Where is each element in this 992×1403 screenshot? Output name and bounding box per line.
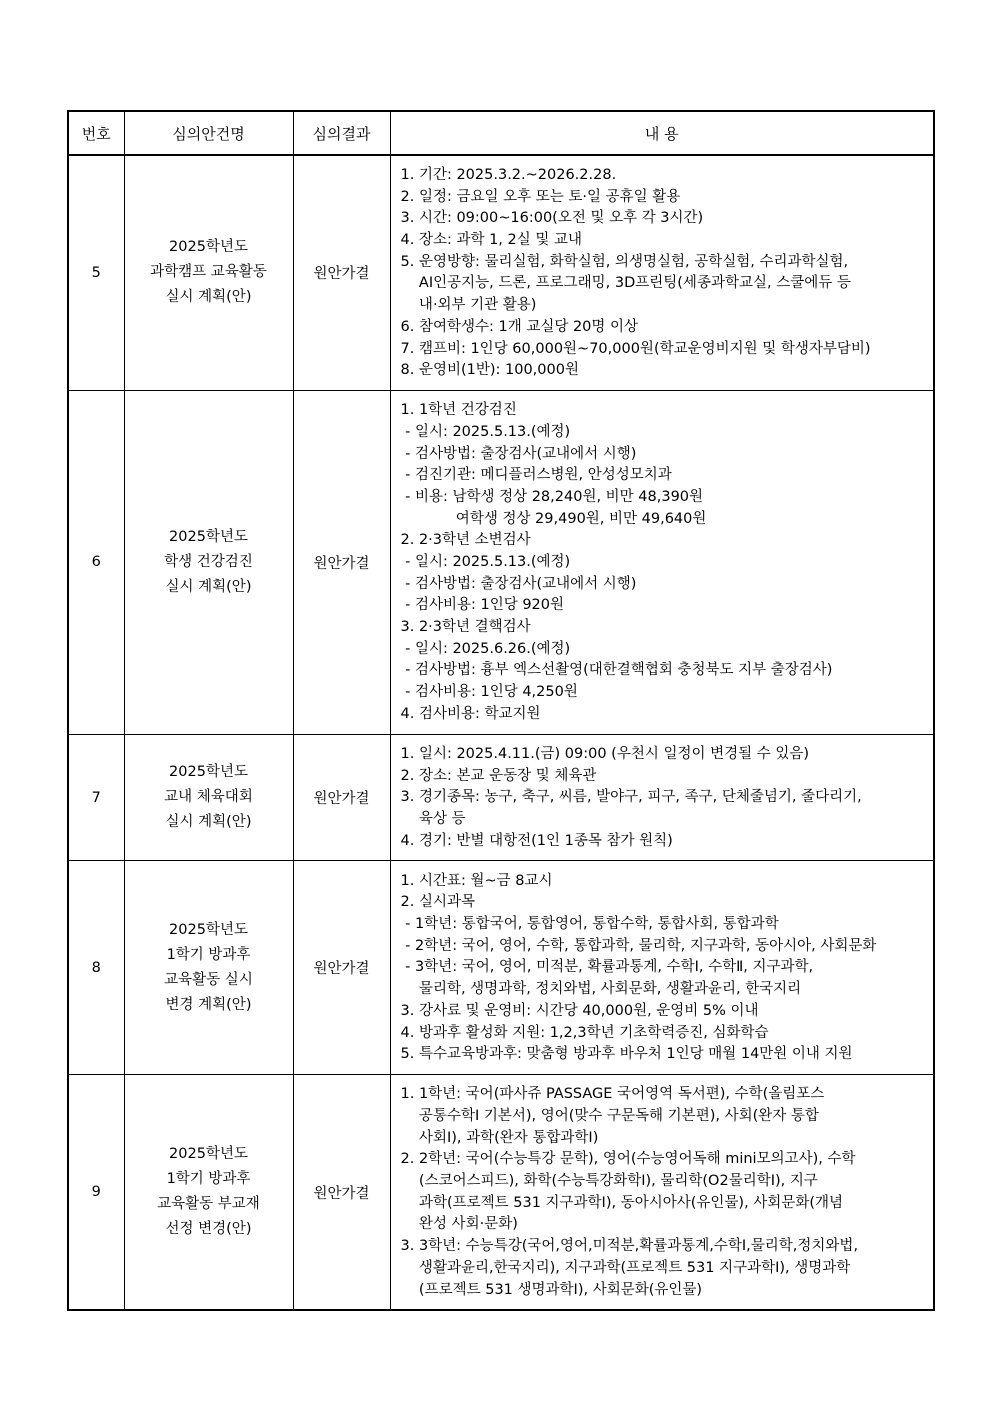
content-line: - 검사방법: 흉부 엑스선촬영(대한결핵협회 충청북도 지부 출장검사)	[400, 662, 833, 679]
header-title: 심의안건명	[124, 111, 293, 155]
content-line: - 비용: 남학생 정상 28,240원, 비만 48,390원	[400, 488, 704, 505]
title-line: 선정 변경(안)	[165, 1221, 252, 1238]
content-line: 여학생 정상 29,490원, 비만 49,640원	[400, 510, 707, 527]
content-line: - 검사방법: 출장검사(교내에서 시행)	[400, 575, 637, 592]
content-line: 4. 장소: 과학 1, 2실 및 교내	[400, 232, 582, 249]
content-line: 3. 3학년: 수능특강(국어,영어,미적분,확률과통계,수학Ⅰ,물리학,정치와법,	[400, 1238, 859, 1255]
content-line: 완성 사회·문화)	[400, 1216, 518, 1233]
title-line: 교육활동 부교재	[157, 1196, 260, 1213]
header-row	[68, 111, 934, 155]
content-line: 2. 일정: 금요일 오후 또는 토·일 공휴일 활용	[400, 188, 681, 205]
table-row	[68, 155, 934, 390]
title-line: 학생 건강검진	[164, 553, 253, 570]
content-line: 2. 2·3학년 소변검사	[400, 532, 531, 549]
row-title	[124, 1075, 293, 1310]
content-line: 육상 등	[400, 810, 466, 827]
header-content: 내 용	[390, 111, 934, 155]
content-line: - 검사방법: 출장검사(교내에서 시행)	[400, 445, 637, 462]
content-line: 1. 일시: 2025.4.11.(금) 09:00 (우천시 일정이 변경될 수 있음)	[400, 745, 810, 762]
table-row	[68, 1075, 934, 1310]
title-line: 실시 계획(안)	[165, 578, 252, 595]
title-line: 2025학년도	[169, 1146, 248, 1163]
header-number: 번호	[68, 111, 124, 155]
content-line: 공통수학Ⅰ 기본서), 영어(맞수 구문독해 기본편), 사회(완자 통합	[400, 1108, 819, 1124]
content-line: - 일시: 2025.5.13.(예정)	[400, 423, 571, 440]
content-line: 1. 시간표: 월~금 8교시	[400, 872, 553, 889]
title-line: 1학기 방과후	[166, 946, 251, 963]
row-result: 원안가결	[293, 390, 390, 734]
content-line: - 1학년: 통합국어, 통합영어, 통합수학, 통합사회, 통합과학	[400, 916, 779, 933]
table-row	[68, 390, 934, 734]
row-number: 5	[68, 155, 124, 390]
row-number: 7	[68, 734, 124, 860]
table-row	[68, 734, 934, 860]
row-title	[124, 155, 293, 390]
content-line: 3. 시간: 09:00~16:00(오전 및 오후 각 3시간)	[400, 210, 704, 227]
content-line: - 2학년: 국어, 영어, 수학, 통합과학, 물리학, 지구과학, 동아시아, 사회문화	[400, 937, 877, 954]
content-line: 4. 경기: 반별 대항전(1인 1종목 참가 원칙)	[400, 832, 673, 849]
content-line: 8. 운영비(1반): 100,000원	[400, 362, 579, 379]
row-content	[390, 155, 934, 390]
row-title	[124, 734, 293, 860]
content-line: (프로젝트 531 생명과학Ⅰ), 사회문화(유인물)	[400, 1281, 703, 1298]
content-line: 5. 운영방향: 물리실험, 화학실험, 의생명실험, 공학실험, 수리과학실험,	[400, 253, 849, 270]
content-line: 3. 강사료 및 운영비: 시간당 40,000원, 운영비 5% 이내	[400, 1002, 759, 1019]
content-line: 3. 2·3학년 결핵검사	[400, 619, 531, 636]
row-content	[390, 734, 934, 860]
row-result: 원안가결	[293, 155, 390, 390]
content-line: - 일시: 2025.5.13.(예정)	[400, 554, 571, 571]
row-result: 원안가결	[293, 1075, 390, 1310]
row-content	[390, 861, 934, 1075]
content-line: 4. 검사비용: 학교지원	[400, 705, 541, 722]
content-line: 1. 1학년: 국어(파사쥬 PASSAGE 국어영역 독서편), 수학(올림포스	[400, 1086, 825, 1103]
row-result: 원안가결	[293, 861, 390, 1075]
content-line: - 검진기관: 메디플러스병원, 안성성모치과	[400, 467, 672, 484]
content-line: 7. 캠프비: 1인당 60,000원~70,000원(학교운영비지원 및 학생자부담비)	[400, 340, 871, 357]
row-title	[124, 861, 293, 1075]
content-line: 과학(프로젝트 531 지구과학Ⅰ), 동아시아사(유인물), 사회문화(개념	[400, 1194, 843, 1211]
content-line: 1. 1학년 건강검진	[400, 402, 517, 419]
content-line: 2. 실시과목	[400, 894, 475, 911]
content-line: 6. 참여학생수: 1개 교실당 20명 이상	[400, 318, 639, 335]
title-line: 1학기 방과후	[166, 1171, 251, 1188]
title-line: 2025학년도	[169, 764, 248, 781]
row-content	[390, 390, 934, 734]
row-number: 9	[68, 1075, 124, 1310]
row-number: 8	[68, 861, 124, 1075]
table-row	[68, 861, 934, 1075]
content-line: - 검사비용: 1인당 4,250원	[400, 684, 578, 701]
header-result: 심의결과	[293, 111, 390, 155]
title-line: 변경 계획(안)	[165, 996, 252, 1013]
content-line: (스코어스피드), 화학(수능특강화학Ⅰ), 물리학(O2물리학Ⅰ), 지구	[400, 1173, 818, 1190]
content-line: - 일시: 2025.6.26.(예정)	[400, 640, 571, 657]
title-line: 2025학년도	[169, 921, 248, 938]
title-line: 교내 체육대회	[164, 789, 253, 806]
row-content	[390, 1075, 934, 1310]
title-line: 교육활동 실시	[164, 971, 253, 988]
row-number: 6	[68, 390, 124, 734]
content-line: 1. 기간: 2025.3.2.~2026.2.28.	[400, 167, 617, 183]
agenda-table	[67, 110, 935, 1311]
title-line: 2025학년도	[169, 528, 248, 545]
content-line: 5. 특수교육방과후: 맞춤형 방과후 바우처 1인당 매월 14만원 이내 지원	[400, 1046, 853, 1063]
title-line: 과학캠프 교육활동	[150, 264, 267, 281]
content-line: 생활과윤리,한국지리), 지구과학(프로젝트 531 지구과학Ⅰ), 생명과학	[400, 1259, 851, 1276]
content-line: 4. 방과후 활성화 지원: 1,2,3학년 기초학력증진, 심화학습	[400, 1024, 769, 1041]
content-line: 사회Ⅰ), 과학(완자 통합과학Ⅰ)	[400, 1129, 599, 1146]
content-line: - 3학년: 국어, 영어, 미적분, 확률과통계, 수학Ⅰ, 수학Ⅱ, 지구과학,	[400, 959, 814, 976]
content-line: 내·외부 기관 활용)	[400, 297, 537, 314]
content-line: 3. 경기종목: 농구, 축구, 씨름, 발야구, 피구, 족구, 단체줄넘기, 줄다리기,	[400, 789, 862, 806]
content-line: AI인공지능, 드론, 프로그래밍, 3D프린팅(세종과학교실, 스쿨에듀 등	[400, 275, 851, 292]
content-line: 물리학, 생명과학, 정치와법, 사회문화, 생활과윤리, 한국지리	[400, 981, 802, 998]
title-line: 2025학년도	[169, 239, 248, 256]
title-line: 실시 계획(안)	[165, 814, 252, 831]
row-result: 원안가결	[293, 734, 390, 860]
content-line: 2. 장소: 본교 운동장 및 체육관	[400, 767, 597, 784]
row-title	[124, 390, 293, 734]
title-line: 실시 계획(안)	[165, 289, 252, 306]
content-line: 2. 2학년: 국어(수능특강 문학), 영어(수능영어독해 mini모의고사), 수학	[400, 1151, 856, 1168]
content-line: - 검사비용: 1인당 920원	[400, 597, 565, 614]
